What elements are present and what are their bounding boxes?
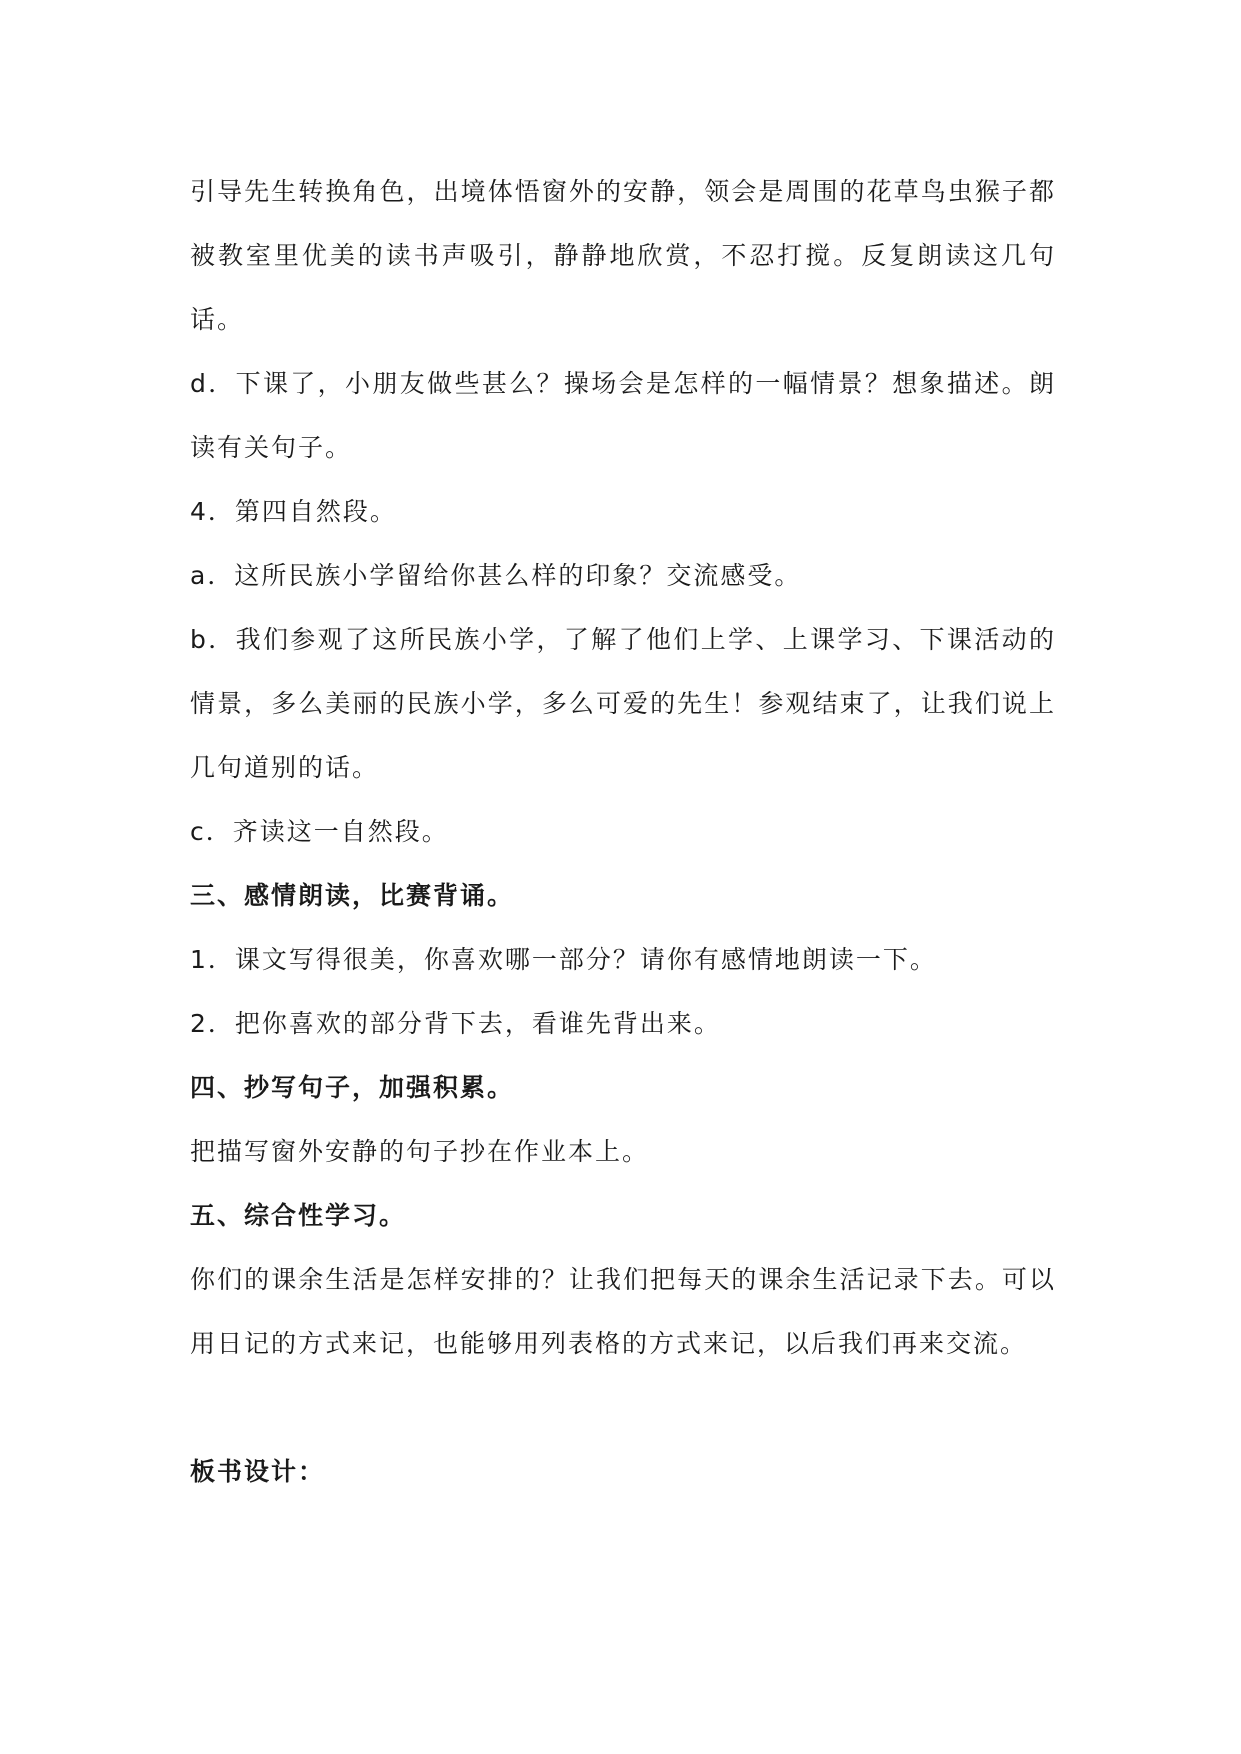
heading-section-3: 三、感情朗读，比赛背诵。 — [190, 881, 515, 910]
heading-board-design: 板书设计： — [190, 1457, 326, 1486]
paragraph-item-c: c．齐读这一自然段。 — [190, 817, 449, 846]
paragraph-item-a: a．这所民族小学留给你甚么样的印象？交流感受。 — [190, 561, 802, 590]
paragraph-item-2: 2．把你喜欢的部分背下去，看谁先背出来。 — [190, 1009, 721, 1038]
paragraph-item-1: 1．课文写得很美，你喜欢哪一部分？请你有感情地朗读一下。 — [190, 945, 937, 974]
paragraph-item-b: b．我们参观了这所民族小学，了解了他们上学、上课学习、下课活动的情景，多么美丽的民族小学，多么可爱的先生！参观结束了，让我们说上几句道别的话。 — [190, 625, 1056, 782]
paragraph-section-4: 4．第四自然段。 — [190, 497, 397, 526]
paragraph-guide-role: 引导先生转换角色，出境体悟窗外的安静，领会是周围的花草鸟虫猴子都被教室里优美的读书声吸引，静静地欣赏，不忍打搅。反复朗读这几句话。 — [190, 177, 1056, 334]
spacer — [190, 1376, 1056, 1440]
paragraph-item-d: d．下课了，小朋友做些甚么？操场会是怎样的一幅情景？想象描述。朗读有关句子。 — [190, 369, 1056, 462]
paragraph-after-school-life: 你们的课余生活是怎样安排的？让我们把每天的课余生活记录下去。可以用日记的方式来记，也能够用列表格的方式来记，以后我们再来交流。 — [190, 1265, 1056, 1358]
document-body — [190, 160, 1056, 1504]
heading-section-5: 五、综合性学习。 — [190, 1201, 407, 1230]
heading-section-4: 四、抄写句子，加强积累。 — [190, 1073, 515, 1102]
paragraph-copy-sentences: 把描写窗外安静的句子抄在作业本上。 — [190, 1137, 650, 1166]
